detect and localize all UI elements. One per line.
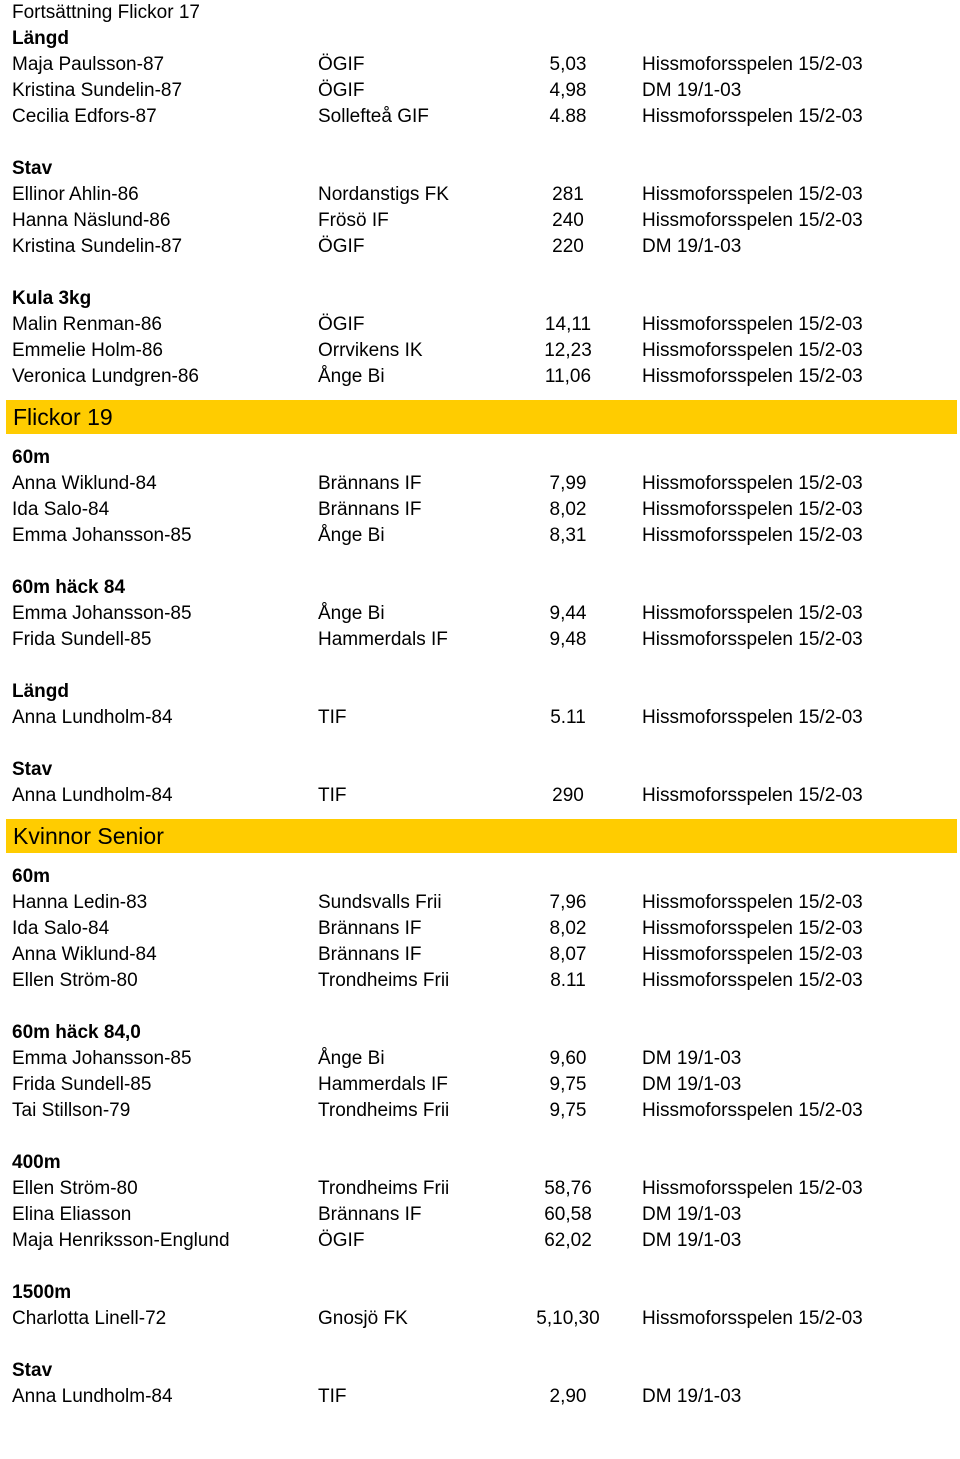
result-value: 5,03 [549, 54, 587, 75]
athlete-name: Hanna Ledin-83 [12, 892, 148, 913]
competition-name: Hissmoforsspelen 15/2-03 [642, 210, 863, 231]
club-name: Trondheims Frii [318, 970, 450, 991]
event-title: Stav [12, 1360, 53, 1381]
result-row [0, 1228, 960, 1254]
competition-name: Hissmoforsspelen 15/2-03 [642, 340, 863, 361]
result-value: 62,02 [544, 1230, 592, 1251]
result-value: 58,76 [544, 1178, 592, 1199]
athlete-name: Anna Wiklund-84 [12, 944, 157, 965]
athlete-name: Maja Henriksson-Englund [12, 1230, 230, 1251]
result-value: 4,98 [549, 80, 587, 101]
result-row [0, 52, 960, 78]
club-name: Ånge Bi [318, 525, 385, 546]
result-value: 9,75 [549, 1074, 587, 1095]
athlete-name: Malin Renman-86 [12, 314, 162, 335]
club-name: Brännans IF [318, 944, 422, 965]
event-title: Stav [12, 759, 53, 780]
athlete-name: Elina Eliasson [12, 1204, 132, 1225]
event-title: 400m [12, 1152, 61, 1173]
athlete-name: Anna Wiklund-84 [12, 473, 157, 494]
athlete-name: Maja Paulsson-87 [12, 54, 165, 75]
result-value: 220 [552, 236, 584, 257]
event-title: Stav [12, 158, 53, 179]
competition-name: Hissmoforsspelen 15/2-03 [642, 54, 863, 75]
athlete-name: Charlotta Linell-72 [12, 1308, 167, 1329]
club-name: Brännans IF [318, 473, 422, 494]
result-value: 5,10,30 [536, 1308, 600, 1329]
result-value: 5.11 [550, 707, 586, 728]
result-value: 9,44 [549, 603, 587, 624]
event-title: Kula 3kg [12, 288, 92, 309]
result-row [0, 783, 960, 809]
result-value: 2,90 [549, 1386, 587, 1407]
result-value: 60,58 [544, 1204, 592, 1225]
result-row [0, 916, 960, 942]
competition-name: DM 19/1-03 [642, 1386, 742, 1407]
event-title: Längd [12, 681, 69, 702]
competition-name: Hissmoforsspelen 15/2-03 [642, 944, 863, 965]
section-heading: Kvinnor Senior [13, 823, 164, 849]
result-value: 9,60 [549, 1048, 587, 1069]
result-value: 11,06 [544, 366, 592, 387]
athlete-name: Emmelie Holm-86 [12, 340, 163, 361]
athlete-name: Ellen Ström-80 [12, 1178, 138, 1199]
club-name: Ånge Bi [318, 366, 385, 387]
club-name: ÖGIF [318, 80, 365, 101]
event-title: 60m häck 84,0 [12, 1022, 141, 1043]
event-title: 1500m [12, 1282, 72, 1303]
result-row [0, 1176, 960, 1202]
result-value: 8,31 [549, 525, 587, 546]
result-row [0, 471, 960, 497]
result-value: 8,02 [549, 499, 587, 520]
competition-name: Hissmoforsspelen 15/2-03 [642, 1178, 863, 1199]
result-row [0, 182, 960, 208]
club-name: Hammerdals IF [318, 629, 448, 650]
result-row [0, 364, 960, 390]
club-name: Hammerdals IF [318, 1074, 448, 1095]
result-value: 290 [552, 785, 584, 806]
competition-name: DM 19/1-03 [642, 236, 742, 257]
competition-name: Hissmoforsspelen 15/2-03 [642, 629, 863, 650]
athlete-name: Hanna Näslund-86 [12, 210, 171, 231]
club-name: TIF [318, 1386, 347, 1407]
section-heading-band [6, 400, 957, 434]
result-row [0, 523, 960, 549]
athlete-name: Kristina Sundelin-87 [12, 236, 183, 257]
result-value: 8,07 [549, 944, 587, 965]
competition-name: Hissmoforsspelen 15/2-03 [642, 106, 863, 127]
athlete-name: Frida Sundell-85 [12, 1074, 152, 1095]
competition-name: Hissmoforsspelen 15/2-03 [642, 499, 863, 520]
result-row [0, 78, 960, 104]
result-value: 240 [552, 210, 584, 231]
club-name: Frösö IF [318, 210, 389, 231]
result-row [0, 104, 960, 130]
event-title: 60m [12, 447, 51, 468]
result-row [0, 208, 960, 234]
athlete-name: Ellinor Ahlin-86 [12, 184, 139, 205]
result-value: 14,11 [544, 314, 592, 335]
club-name: Ånge Bi [318, 603, 385, 624]
result-row [0, 601, 960, 627]
competition-name: Hissmoforsspelen 15/2-03 [642, 1100, 863, 1121]
competition-name: Hissmoforsspelen 15/2-03 [642, 314, 863, 335]
event-title: 60m [12, 866, 51, 887]
athlete-name: Ida Salo-84 [12, 918, 110, 939]
athlete-name: Veronica Lundgren-86 [12, 366, 199, 387]
competition-name: DM 19/1-03 [642, 1074, 742, 1095]
competition-name: Hissmoforsspelen 15/2-03 [642, 1308, 863, 1329]
club-name: ÖGIF [318, 54, 365, 75]
athlete-name: Tai Stillson-79 [12, 1100, 131, 1121]
result-value: 8,02 [549, 918, 587, 939]
athlete-name: Anna Lundholm-84 [12, 785, 173, 806]
athlete-name: Cecilia Edfors-87 [12, 106, 157, 127]
section-heading-band [6, 819, 957, 853]
club-name: Orrvikens IK [318, 340, 423, 361]
club-name: Brännans IF [318, 918, 422, 939]
result-row [0, 968, 960, 994]
result-row [0, 1202, 960, 1228]
result-value: 4.88 [549, 106, 587, 127]
result-value: 12,23 [544, 340, 592, 361]
athlete-name: Ida Salo-84 [12, 499, 110, 520]
club-name: Trondheims Frii [318, 1100, 450, 1121]
competition-name: Hissmoforsspelen 15/2-03 [642, 366, 863, 387]
athlete-name: Anna Lundholm-84 [12, 707, 173, 728]
club-name: Sollefteå GIF [318, 106, 429, 127]
competition-name: Hissmoforsspelen 15/2-03 [642, 184, 863, 205]
competition-name: Hissmoforsspelen 15/2-03 [642, 918, 863, 939]
result-row [0, 497, 960, 523]
athlete-name: Ellen Ström-80 [12, 970, 138, 991]
competition-name: DM 19/1-03 [642, 80, 742, 101]
result-row [0, 1098, 960, 1124]
club-name: Brännans IF [318, 1204, 422, 1225]
competition-name: Hissmoforsspelen 15/2-03 [642, 785, 863, 806]
competition-name: Hissmoforsspelen 15/2-03 [642, 970, 863, 991]
result-row [0, 338, 960, 364]
athlete-name: Frida Sundell-85 [12, 629, 152, 650]
result-row [0, 1384, 960, 1410]
result-value: 9,48 [549, 629, 587, 650]
club-name: Nordanstigs FK [318, 184, 449, 205]
athlete-name: Anna Lundholm-84 [12, 1386, 173, 1407]
competition-name: DM 19/1-03 [642, 1230, 742, 1251]
continuation-note: Fortsättning Flickor 17 [12, 2, 200, 23]
result-value: 281 [552, 184, 584, 205]
competition-name: DM 19/1-03 [642, 1048, 742, 1069]
club-name: ÖGIF [318, 1230, 365, 1251]
athlete-name: Kristina Sundelin-87 [12, 80, 183, 101]
result-value: 7,96 [549, 892, 587, 913]
athlete-name: Emma Johansson-85 [12, 525, 192, 546]
result-value: 9,75 [549, 1100, 587, 1121]
club-name: Brännans IF [318, 499, 422, 520]
event-title: Längd [12, 28, 69, 49]
event-title: 60m häck 84 [12, 577, 126, 598]
athlete-name: Emma Johansson-85 [12, 1048, 192, 1069]
competition-name: Hissmoforsspelen 15/2-03 [642, 707, 863, 728]
competition-name: Hissmoforsspelen 15/2-03 [642, 603, 863, 624]
result-row [0, 1046, 960, 1072]
result-row [0, 942, 960, 968]
competition-name: Hissmoforsspelen 15/2-03 [642, 473, 863, 494]
result-value: 8.11 [550, 970, 586, 991]
club-name: TIF [318, 785, 347, 806]
athlete-name: Emma Johansson-85 [12, 603, 192, 624]
result-row [0, 627, 960, 653]
competition-name: Hissmoforsspelen 15/2-03 [642, 525, 863, 546]
competition-name: DM 19/1-03 [642, 1204, 742, 1225]
result-row [0, 312, 960, 338]
club-name: Trondheims Frii [318, 1178, 450, 1199]
club-name: ÖGIF [318, 314, 365, 335]
result-row [0, 705, 960, 731]
club-name: Gnosjö FK [318, 1308, 408, 1329]
club-name: ÖGIF [318, 236, 365, 257]
result-value: 7,99 [549, 473, 587, 494]
result-row [0, 234, 960, 260]
result-row [0, 1306, 960, 1332]
section-heading: Flickor 19 [13, 404, 113, 430]
result-row [0, 890, 960, 916]
result-row [0, 1072, 960, 1098]
competition-name: Hissmoforsspelen 15/2-03 [642, 892, 863, 913]
club-name: TIF [318, 707, 347, 728]
club-name: Ånge Bi [318, 1048, 385, 1069]
club-name: Sundsvalls Frii [318, 892, 442, 913]
